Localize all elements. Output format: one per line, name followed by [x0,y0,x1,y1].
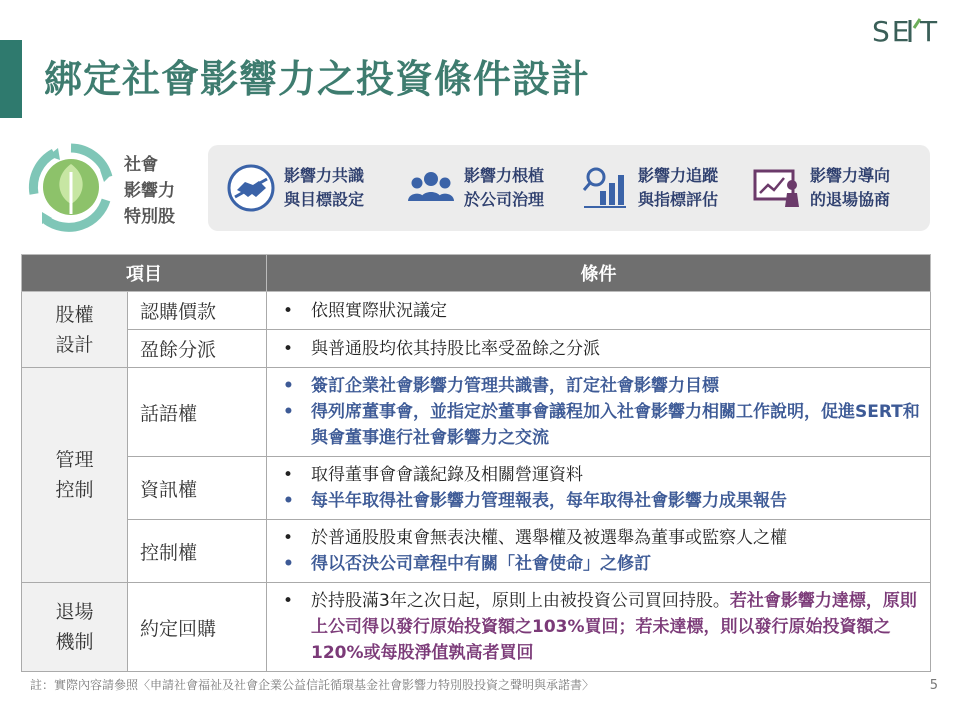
buyback-base-text: 於持股滿3年之次日起，原則上由被投資公司買回持股。 [311,591,730,611]
pillar-exit [752,145,890,231]
condition-text [279,588,920,666]
category-control-text: 管理 控制 [55,449,94,501]
condition-text-emphasis: • 每半年取得社會影響力管理報表，每年取得社會影響力成果報告 [279,488,920,514]
table-row [22,583,931,672]
condition-text: • 與普通股均依其持股比率受盈餘之分派 [279,336,920,362]
presentation-icon [752,163,802,213]
group-icon [406,163,456,213]
pillar-governance [406,145,544,231]
footnote: 註：實際內容請參照〈申請社會福祉及社會企業公益信託循環基金社會影響力特別股投資之聲明與承諾書〉 [30,678,595,692]
condition-cell [267,368,931,457]
sub-item: 資訊權 [128,457,267,520]
sub-item: 控制權 [128,520,267,583]
table-row [22,520,931,583]
impact-pillars-panel [208,145,930,231]
condition-text-emphasis: • 得以否決公司章程中有關「社會使命」之修訂 [279,551,920,577]
header-item: 項目 [22,255,267,292]
pillar-exit-label: 影響力導向 的退場協商 [810,166,891,209]
table-row [22,292,931,330]
page-number: 5 [929,678,938,693]
sert-logo [872,14,938,53]
condition-cell [267,330,931,368]
conditions-table [21,254,931,672]
category-equity [22,292,128,368]
table-row [22,457,931,520]
special-share-label [124,152,175,230]
leaf-cycle-icon [24,142,118,232]
condition-text: • 於普通股股東會無表決權、選舉權及被選舉為董事或監察人之權 [279,525,920,551]
sub-item: 話語權 [128,368,267,457]
sub-item: 盈餘分派 [128,330,267,368]
sub-item: 認購價款 [128,292,267,330]
pillar-consensus [226,145,364,231]
category-control [22,368,128,583]
header-condition: 條件 [267,255,931,292]
table-row [22,368,931,457]
pillar-governance-label: 影響力根植 於公司治理 [464,166,545,209]
svg-text:SE: SE [872,15,912,46]
sert-logo-mark [872,14,938,46]
buyback-impact-text: 若社會影響力達標，原則上公司得以發行原始投資額之103%買回；若未達標，則以發行原始投資額之120%或每股淨值孰高者買回 [311,591,917,663]
pillar-tracking-label: 影響力追蹤 與指標評估 [638,166,719,209]
title-accent-bar [0,40,22,118]
page-title: 綁定社會影響力之投資條件設計 [44,57,591,101]
category-exit [22,583,128,672]
table-header-row [22,255,931,292]
handshake-icon [226,163,276,213]
condition-text: • 依照實際狀況議定 [279,298,920,324]
condition-cell [267,520,931,583]
category-exit-text: 退場 機制 [55,601,94,653]
condition-cell [267,583,931,672]
pillar-tracking [580,145,718,231]
sub-item: 約定回購 [128,583,267,672]
condition-text-emphasis: • 得列席董事會，並指定於董事會議程加入社會影響力相關工作說明，促進SERT和與會董事進行社會影響力之交流 [279,399,920,451]
special-share-label-text: 社會 影響力 特別股 [124,155,175,227]
category-equity-text: 股權 設計 [55,303,94,356]
condition-text: • 取得董事會會議紀錄及相關營運資料 [279,462,920,488]
analytics-icon [580,163,630,213]
condition-text-emphasis: • 簽訂企業社會影響力管理共識書，訂定社會影響力目標 [279,373,920,399]
condition-cell [267,457,931,520]
pillar-consensus-label: 影響力共識 與目標設定 [284,166,365,209]
table-row [22,330,931,368]
svg-text:T: T [920,15,938,46]
condition-cell [267,292,931,330]
